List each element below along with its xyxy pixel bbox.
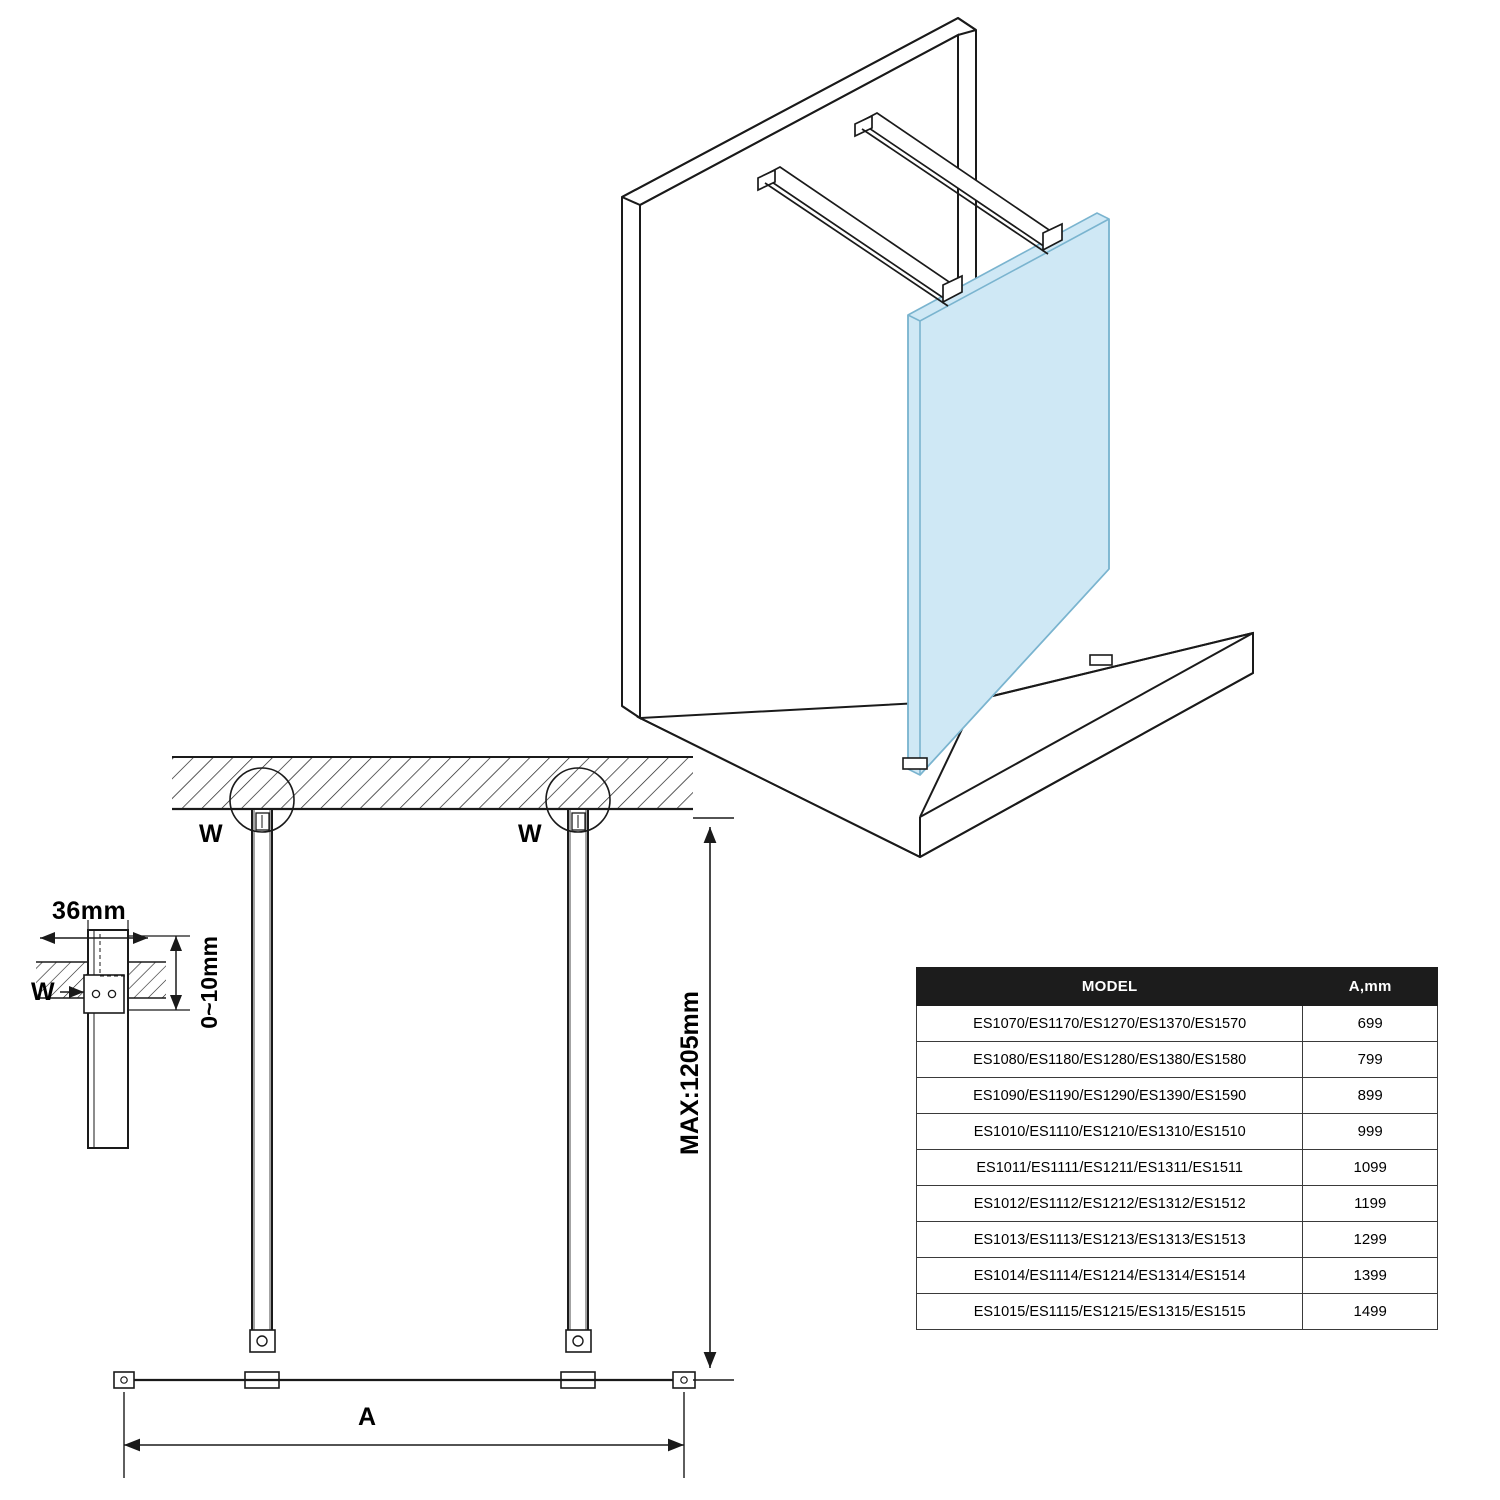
table-row bbox=[917, 1186, 1438, 1222]
cell-model: ES1011/ES1111/ES1211/ES1311/ES1511 bbox=[917, 1150, 1303, 1186]
table-row bbox=[917, 1258, 1438, 1294]
cell-a: 699 bbox=[1303, 1006, 1438, 1042]
column-header-model: MODEL bbox=[917, 968, 1303, 1006]
vertical-post-right bbox=[561, 809, 595, 1388]
isometric-view bbox=[622, 18, 1253, 857]
cell-model: ES1090/ES1190/ES1290/ES1390/ES1590 bbox=[917, 1078, 1303, 1114]
cell-a: 1099 bbox=[1303, 1150, 1438, 1186]
vertical-post-left bbox=[245, 809, 279, 1388]
cell-model: ES1010/ES1110/ES1210/ES1310/ES1510 bbox=[917, 1114, 1303, 1150]
cell-model: ES1080/ES1180/ES1280/ES1380/ES1580 bbox=[917, 1042, 1303, 1078]
table-row bbox=[917, 1078, 1438, 1114]
bottom-rail bbox=[114, 1372, 695, 1388]
front-elevation-view bbox=[114, 757, 734, 1478]
table-row bbox=[917, 1294, 1438, 1330]
column-header-a: A,mm bbox=[1303, 968, 1438, 1006]
cell-model: ES1070/ES1170/ES1270/ES1370/ES1570 bbox=[917, 1006, 1303, 1042]
table-header-row bbox=[917, 968, 1438, 1006]
model-spec-table bbox=[916, 967, 1438, 1330]
table-row bbox=[917, 1114, 1438, 1150]
label-max-height: MAX:1205mm bbox=[676, 991, 704, 1155]
cell-model: ES1014/ES1114/ES1214/ES1314/ES1514 bbox=[917, 1258, 1303, 1294]
table-row bbox=[917, 1150, 1438, 1186]
table-row bbox=[917, 1042, 1438, 1078]
cell-model: ES1015/ES1115/ES1215/ES1315/ES1515 bbox=[917, 1294, 1303, 1330]
label-gap-tolerance: 0~10mm bbox=[196, 936, 222, 1029]
label-wall-mark-left: W bbox=[199, 820, 223, 848]
label-wall-mark-detail: W bbox=[31, 978, 55, 1006]
support-bar-lower bbox=[758, 167, 962, 306]
table-row bbox=[917, 1006, 1438, 1042]
cell-model: ES1012/ES1112/ES1212/ES1312/ES1512 bbox=[917, 1186, 1303, 1222]
label-bracket-width: 36mm bbox=[52, 897, 127, 925]
cell-a: 1399 bbox=[1303, 1258, 1438, 1294]
width-dimension-A bbox=[124, 1392, 684, 1478]
cell-a: 799 bbox=[1303, 1042, 1438, 1078]
side-detail-view bbox=[36, 920, 190, 1148]
cell-a: 1299 bbox=[1303, 1222, 1438, 1258]
cell-a: 999 bbox=[1303, 1114, 1438, 1150]
label-width-dimension: A bbox=[358, 1403, 377, 1431]
cell-model: ES1013/ES1113/ES1213/ES1313/ES1513 bbox=[917, 1222, 1303, 1258]
label-wall-mark-right: W bbox=[518, 820, 542, 848]
cell-a: 899 bbox=[1303, 1078, 1438, 1114]
cell-a: 1499 bbox=[1303, 1294, 1438, 1330]
table-row bbox=[917, 1222, 1438, 1258]
table-body bbox=[917, 1006, 1438, 1330]
cell-a: 1199 bbox=[1303, 1186, 1438, 1222]
